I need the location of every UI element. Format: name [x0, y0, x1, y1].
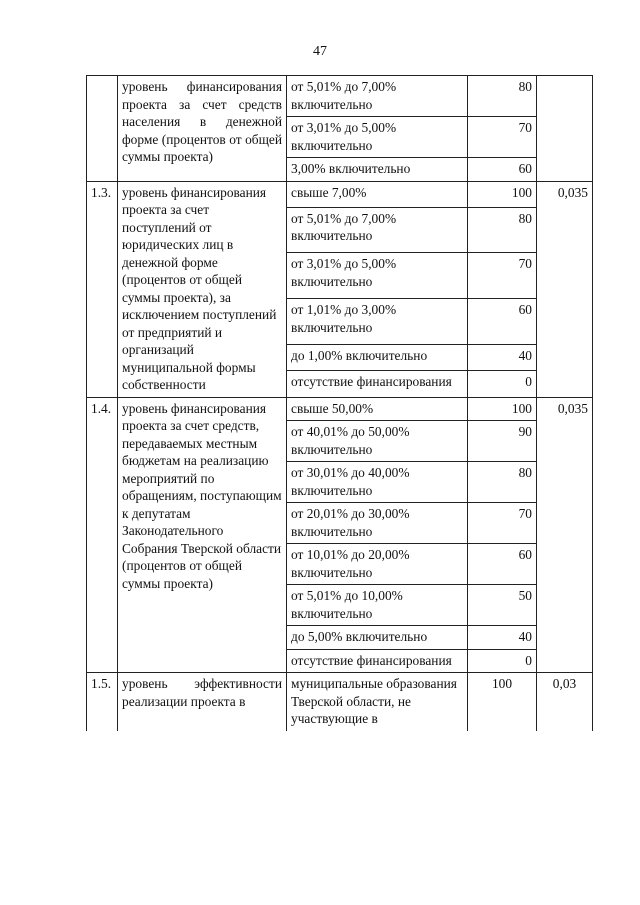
criterion-weight: 0,035 — [537, 181, 593, 397]
criterion-number: 1.5. — [87, 673, 118, 731]
option-text: от 10,01% до 20,00% включительно — [287, 544, 468, 585]
option-text: до 5,00% включительно — [287, 626, 468, 650]
option-text: отсутствие финансирования — [287, 371, 468, 397]
option-score: 70 — [468, 253, 537, 299]
option-text: от 3,01% до 5,00% включительно — [287, 253, 468, 299]
option-score: 60 — [468, 158, 537, 182]
option-text: муниципальные образования Тверской области, не участвующие в — [287, 673, 468, 731]
option-score: 70 — [468, 117, 537, 158]
option-score: 90 — [468, 421, 537, 462]
option-score: 0 — [468, 649, 537, 673]
option-text: от 1,01% до 3,00% включительно — [287, 299, 468, 345]
option-text: 3,00% включительно — [287, 158, 468, 182]
criterion-number: 1.3. — [87, 181, 118, 397]
option-text: от 20,01% до 30,00% включительно — [287, 503, 468, 544]
table-row — [87, 397, 593, 421]
option-score: 80 — [468, 207, 537, 253]
table-row — [87, 76, 593, 117]
criterion-weight: 0,03 — [537, 673, 593, 731]
criterion-name: уровень финансирования проекта за счет поступлений от юридических лиц в денежной форме (процентов от общей суммы проекта), за исключением поступлений от предприятий и организаций муниципальной формы собственности — [118, 181, 287, 397]
option-score: 60 — [468, 544, 537, 585]
criterion-number: 1.4. — [87, 397, 118, 673]
option-text: свыше 7,00% — [287, 181, 468, 207]
option-score: 40 — [468, 626, 537, 650]
criterion-name: уровень финансирования проекта за счет средств, передаваемых местным бюджетам на реализацию мероприятий по обращениям, поступающим к депутатам Законодательного Собрания Тверской области (процентов от общей суммы проекта) — [118, 397, 287, 673]
option-text: от 5,01% до 10,00% включительно — [287, 585, 468, 626]
option-score: 100 — [468, 397, 537, 421]
option-score: 40 — [468, 345, 537, 371]
option-score: 100 — [468, 181, 537, 207]
page-number: 47 — [313, 44, 327, 59]
option-text: от 5,01% до 7,00% включительно — [287, 76, 468, 117]
option-text: свыше 50,00% — [287, 397, 468, 421]
option-text: от 3,01% до 5,00% включительно — [287, 117, 468, 158]
criteria-table — [86, 75, 593, 731]
option-score: 60 — [468, 299, 537, 345]
option-score: 80 — [468, 462, 537, 503]
option-text: от 5,01% до 7,00% включительно — [287, 207, 468, 253]
option-score: 50 — [468, 585, 537, 626]
table-row — [87, 673, 593, 731]
option-score: 80 — [468, 76, 537, 117]
criterion-name: уровень финансирования проекта за счет средств населения в денежной форме (процентов от общей суммы проекта) — [118, 76, 287, 182]
option-text: до 1,00% включительно — [287, 345, 468, 371]
option-score: 70 — [468, 503, 537, 544]
table-row — [87, 181, 593, 207]
option-text: от 30,01% до 40,00% включительно — [287, 462, 468, 503]
option-text: от 40,01% до 50,00% включительно — [287, 421, 468, 462]
criterion-weight — [537, 76, 593, 182]
option-score: 100 — [468, 673, 537, 731]
criterion-weight: 0,035 — [537, 397, 593, 673]
option-text: отсутствие финансирования — [287, 649, 468, 673]
criterion-number — [87, 76, 118, 182]
criterion-name: уровень эффективности реализации проекта в — [118, 673, 287, 731]
option-score: 0 — [468, 371, 537, 397]
